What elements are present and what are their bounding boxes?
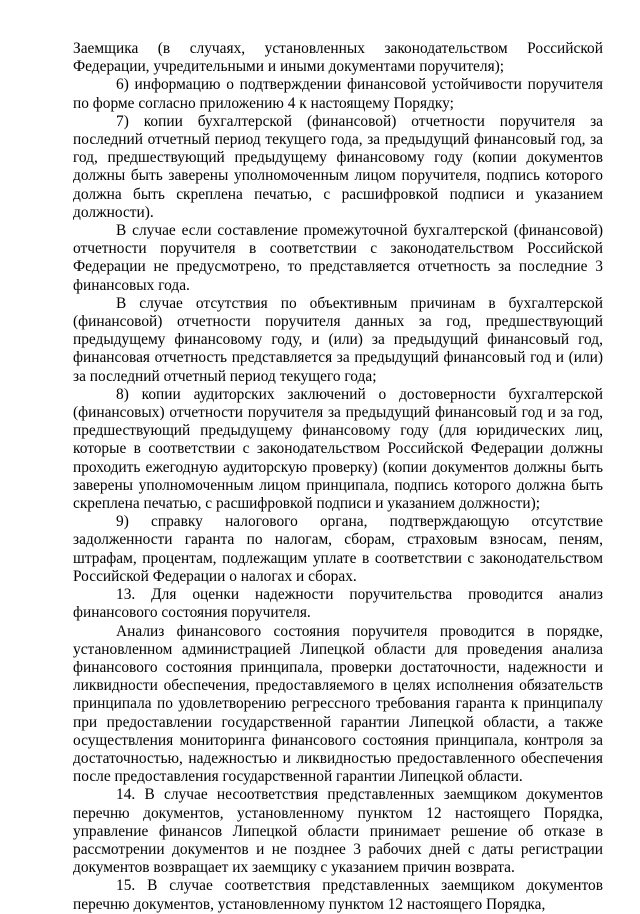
- paragraph-missing-data: В случае отсутствия по объективным причинам в бухгалтерской (финансовой) отчетности поручителя данных за год, предшествующий предыдущему финансовому году, и (или) за предыдущий финансовый год, финансовая отчетность представляется за предыдущий финансовый год и (или) за последний отчетный период текущего года;: [73, 294, 603, 385]
- document-page: [73, 40, 603, 914]
- paragraph-section-15: 15. В случае соответствия представленных заемщиком документов перечню документов, установленному пунктом 12 настоящего Порядка,: [73, 877, 603, 913]
- paragraph-section-13: 13. Для оценки надежности поручительства проводится анализ финансового состояния поручителя.: [73, 586, 603, 622]
- paragraph-item-9: 9) справку налогового органа, подтверждающую отсутствие задолженности гаранта по налогам, сборам, страховым взносам, пеням, штрафам, процентам, подлежащим уплате в соответствии с законодательством Российской Федерации о налогах и сборах.: [73, 513, 603, 585]
- paragraph-interim-reporting: В случае если составление промежуточной бухгалтерской (финансовой) отчетности поручителя в соответствии с законодательством Российской Федерации не предусмотрено, то представляется отчетность за последние 3 финансовых года.: [73, 222, 603, 294]
- paragraph-continuation: Заемщика (в случаях, установленных законодательством Российской Федерации, учредительными и иными документами поручителя);: [73, 40, 603, 76]
- paragraph-item-7: 7) копии бухгалтерской (финансовой) отчетности поручителя за последний отчетный период текущего года, за предыдущий финансовый год, за год, предшествующий предыдущему финансовому году (копии документов должны быть заверены уполномоченным лицом поручителя, подпись которого должна быть скреплена печатью, с расшифровкой подписи и указанием должности).: [73, 112, 603, 221]
- paragraph-item-8: 8) копии аудиторских заключений о достоверности бухгалтерской (финансовых) отчетности поручителя за предыдущий финансовый год и за год, предшествующий предыдущему финансовому году (для юридических лиц, которые в соответствии с законодательством Российской Федерации должны проходить ежегодную аудиторскую проверку) (копии документов должны быть заверены уполномоченным лицом принципала, подпись которого должна быть скреплена печатью, с расшифровкой подписи и указанием должности);: [73, 385, 603, 513]
- paragraph-section-14: 14. В случае несоответствия представленных заемщиком документов перечню документов, установленному пунктом 12 настоящего Порядка, управление финансов Липецкой области принимает решение об отказе в рассмотрении документов и не позднее 3 рабочих дней с даты регистрации документов возвращает их заемщику с указанием причин возврата.: [73, 786, 603, 877]
- paragraph-analysis: Анализ финансового состояния поручителя проводится в порядке, установленном администрацией Липецкой области для проведения анализа финансового состояния принципала, проверки достаточности, надежности и ликвидности обеспечения, предоставляемого в целях исполнения обязательств принципала по удовлетворению регрессного требования гаранта к принципалу при предоставлении государственной гарантии Липецкой области, а также осуществления мониторинга финансового состояния принципала, контроля за достаточностью, надежностью и ликвидностью предоставленного обеспечения после предоставления государственной гарантии Липецкой области.: [73, 622, 603, 786]
- paragraph-item-6: 6) информацию о подтверждении финансовой устойчивости поручителя по форме согласно приложению 4 к настоящему Порядку;: [73, 76, 603, 112]
